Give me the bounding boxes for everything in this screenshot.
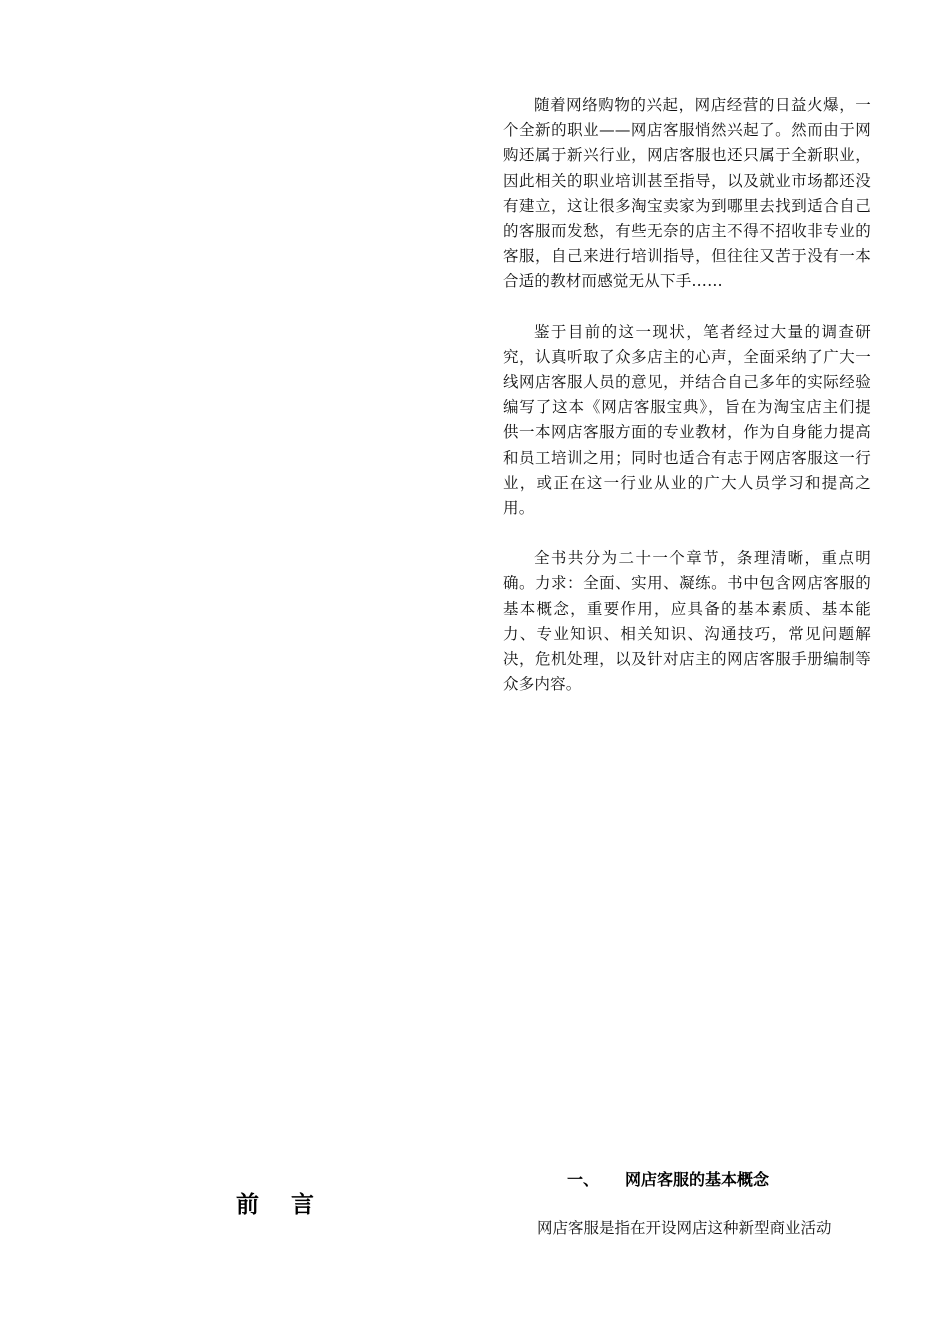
section-intro-text: 网店客服是指在开设网店这种新型商业活动 [537,1219,832,1237]
preface-paragraph-2: 鉴于目前的这一现状，笔者经过大量的调查研究，认真听取了众多店主的心声，全面采纳了广大一线网店客服人员的意见，并结合自己多年的实际经验编写了这本《网店客服宝典》，旨在为淘宝店主们提供一本网店客服方面的专业教材，作为自身能力提高和员工培训之用；同时也适合有志于网店客服这一行业，或正在这一行业从业的广大人员学习和提高之用。 [503,322,871,518]
preface-paragraph-1: 随着网络购物的兴起，网店经营的日益火爆，一个全新的职业——网店客服悄然兴起了。然而由于网购还属于新兴行业，网店客服也还只属于全新职业，因此相关的职业培训甚至指导，以及就业市场都还没有建立，这让很多淘宝卖家为到哪里去找到适合自己的客服而发愁，有些无奈的店主不得不招收非专业的客服，自己来进行培训指导，但往往又苦于没有一本合适的教材而感觉无从下手…… [503,96,871,291]
section-title: 网店客服的基本概念 [625,1170,770,1189]
section-heading [567,1167,769,1190]
preface-body [503,93,871,697]
preface-title: 前 言 [236,1192,327,1218]
preface-paragraph-3: 全书共分为二十一个章节，条理清晰，重点明确。力求：全面、实用、凝练。书中包含网店客服的基本概念，重要作用，应具备的基本素质、基本能力、专业知识、相关知识、沟通技巧，常见问题解决，危机处理，以及针对店主的网店客服手册编制等众多内容。 [503,549,871,694]
section-number: 一、 [567,1170,600,1189]
